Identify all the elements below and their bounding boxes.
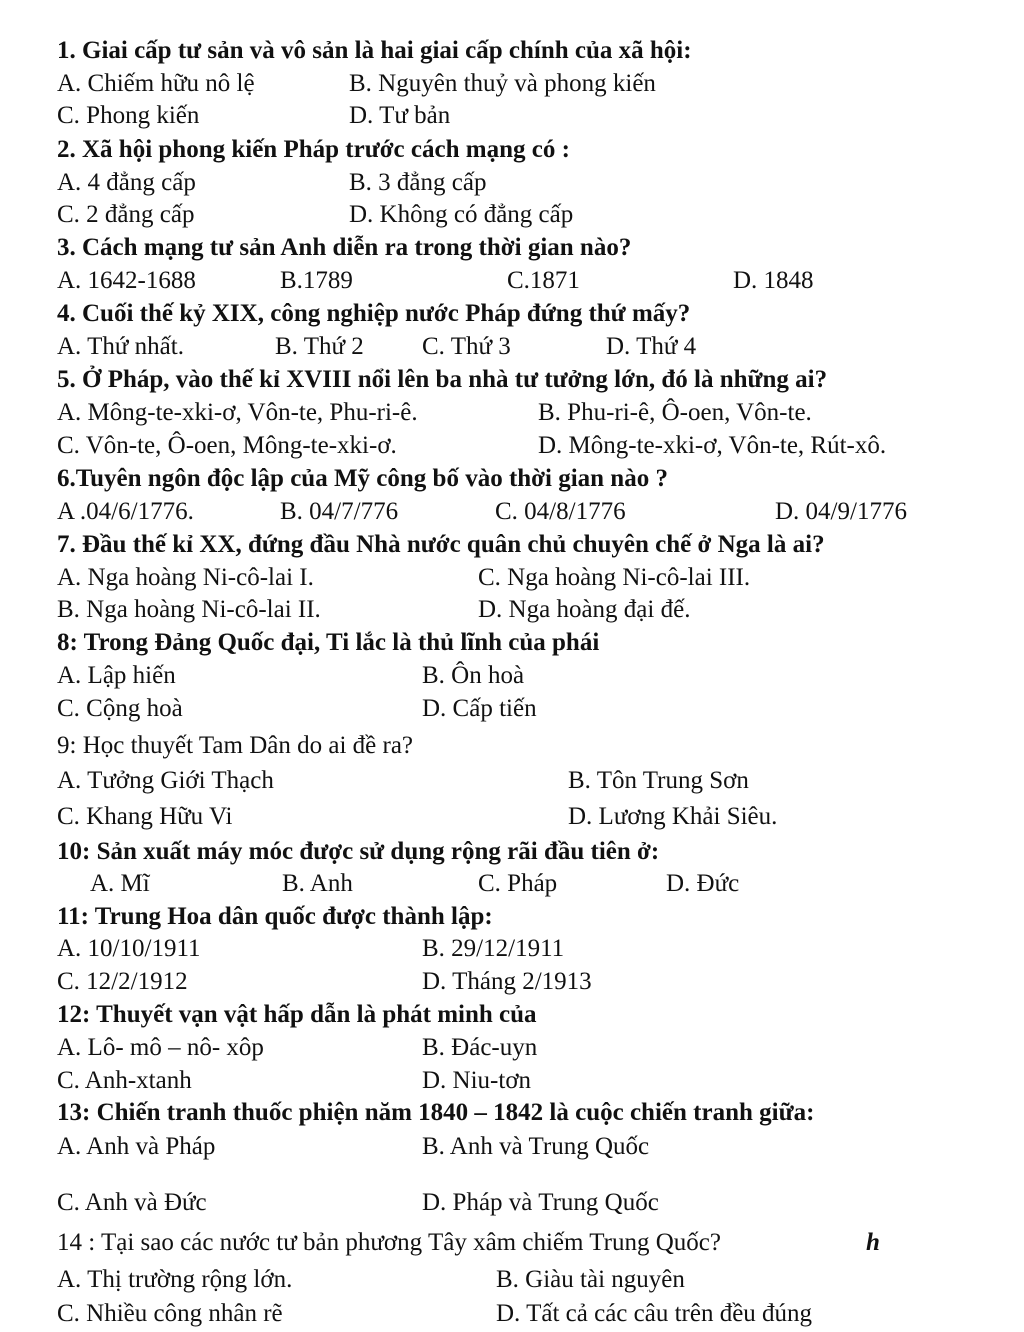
answer-row [0,965,1024,999]
question-5 [0,363,1024,397]
question-text: 7. Đầu thế kỉ XX, đứng đầu Nhà nước quân chủ chuyên chế ở Nga là ai? [57,531,825,558]
option-a: A. Mông-te-xki-ơ, Vôn-te, Phu-ri-ê. [57,399,418,426]
question-text: 3. Cách mạng tư sản Anh diễn ra trong thời gian nào? [57,234,632,261]
answer-row [0,659,1024,693]
option-c: C. Nhiều công nhân rẽ [57,1300,283,1327]
question-7 [0,528,1024,562]
option-d: D. Cấp tiến [422,695,537,722]
option-b: B.1789 [280,267,353,294]
question-10 [0,835,1024,869]
option-b: B. Nguyên thuỷ và phong kiến [349,70,656,97]
answer-row [0,67,1024,101]
option-b: B. 04/7/776 [280,498,399,525]
question-3 [0,231,1024,265]
answer-row [0,800,1024,834]
answer-row [0,1186,1024,1220]
answer-row [0,1130,1024,1164]
answer-row [0,1297,1024,1331]
option-b: B. Đác-uyn [422,1034,538,1061]
answer-row [0,198,1024,232]
question-text: 13: Chiến tranh thuốc phiện năm 1840 – 1842 là cuộc chiến tranh giữa: [57,1099,815,1126]
option-b: B. 29/12/1911 [422,935,565,962]
option-d: D. Pháp và Trung Quốc [422,1189,659,1216]
option-a: A. Chiếm hữu nô lệ [57,70,255,97]
option-c: C. Pháp [478,870,558,897]
question-12 [0,998,1024,1032]
question-11 [0,900,1024,934]
option-b: B. Anh [282,870,353,897]
answer-row [0,429,1024,463]
answer-row [0,932,1024,966]
option-b: B. Thứ 2 [275,333,364,360]
question-text: 2. Xã hội phong kiến Pháp trước cách mạng có : [57,136,570,163]
option-a: A .04/6/1776. [57,498,194,525]
option-a: A. 10/10/1911 [57,935,201,962]
option-b: B. Anh và Trung Quốc [422,1133,650,1160]
option-d: D. 04/9/1776 [775,498,907,525]
question-9 [0,729,1024,763]
answer-row [0,396,1024,430]
option-c: C. 04/8/1776 [495,498,626,525]
option-a: A. Mĩ [90,870,150,897]
option-a: A. Lô- mô – nô- xôp [57,1034,264,1061]
option-d: D. Mông-te-xki-ơ, Vôn-te, Rút-xô. [538,432,887,459]
answer-row [0,764,1024,798]
option-d: D. Tư bản [349,102,451,129]
option-a: A. 4 đẳng cấp [57,169,196,196]
option-a: A. Thị trường rộng lớn. [57,1266,293,1293]
answer-row [0,561,1024,595]
option-a: A. Anh và Pháp [57,1133,216,1160]
option-d: D. Nga hoàng đại đế. [478,596,691,623]
handwritten-mark: h [866,1229,880,1256]
question-6 [0,462,1024,496]
option-b: B. 3 đẳng cấp [349,169,487,196]
answer-row [0,1064,1024,1098]
question-2 [0,133,1024,167]
option-d: D. 1848 [733,267,814,294]
question-text: 12: Thuyết vạn vật hấp dẫn là phát minh của [57,1001,537,1028]
option-c: C. 12/2/1912 [57,968,188,995]
question-1 [0,34,1024,68]
option-a: A. Tưởng Giới Thạch [57,767,274,794]
question-text: 10: Sản xuất máy móc được sử dụng rộng rãi đầu tiên ở: [57,838,660,865]
option-b: B. Nga hoàng Ni-cô-lai II. [57,596,321,623]
option-c: C. Cộng hoà [57,695,183,722]
question-13 [0,1096,1024,1130]
question-text: 11: Trung Hoa dân quốc được thành lập: [57,903,493,930]
question-text: 9: Học thuyết Tam Dân do ai đề ra? [57,732,414,759]
answer-row [0,495,1024,529]
option-b: B. Giàu tài nguyên [496,1266,685,1293]
option-c: C. Phong kiến [57,102,200,129]
question-text: 5. Ở Pháp, vào thế kỉ XVIII nổi lên ba nhà tư tưởng lớn, đó là những ai? [57,366,828,393]
answer-row [0,1263,1024,1297]
question-8 [0,626,1024,660]
option-a: A. 1642-1688 [57,267,196,294]
option-d: D. Thứ 4 [606,333,697,360]
question-text: 4. Cuối thế kỷ XIX, công nghiệp nước Pháp đứng thứ mấy? [57,300,691,327]
option-d: D. Đức [666,870,740,897]
option-d: D. Tất cả các câu trên đều đúng [496,1300,813,1327]
option-c: C. Thứ 3 [422,333,511,360]
question-4 [0,297,1024,331]
option-c: C. Anh-xtanh [57,1067,192,1094]
option-a: A. Thứ nhất. [57,333,184,360]
answer-row [0,166,1024,200]
answer-row [0,593,1024,627]
option-c: C.1871 [507,267,580,294]
question-text: 6.Tuyên ngôn độc lập của Mỹ công bố vào thời gian nào ? [57,465,668,492]
option-d: D. Tháng 2/1913 [422,968,592,995]
option-c: C. Vôn-te, Ô-oen, Mông-te-xki-ơ. [57,432,397,459]
option-b: B. Tôn Trung Sơn [568,767,749,794]
option-a: A. Lập hiến [57,662,176,689]
option-c: C. Nga hoàng Ni-cô-lai III. [478,564,751,591]
answer-row [0,1031,1024,1065]
option-c: C. 2 đẳng cấp [57,201,195,228]
answer-row [0,99,1024,133]
option-b: B. Ôn hoà [422,662,525,689]
answer-row [0,867,1024,901]
option-c: C. Khang Hữu Vi [57,803,233,830]
option-b: B. Phu-ri-ê, Ô-oen, Vôn-te. [538,399,812,426]
question-text: 14 : Tại sao các nước tư bản phương Tây xâm chiếm Trung Quốc? [57,1229,721,1256]
option-c: C. Anh và Đức [57,1189,207,1216]
option-a: A. Nga hoàng Ni-cô-lai I. [57,564,314,591]
option-d: D. Niu-tơn [422,1067,532,1094]
option-d: D. Lương Khải Siêu. [568,803,778,830]
question-text: 1. Giai cấp tư sản và vô sản là hai giai cấp chính của xã hội: [57,37,692,64]
question-14 [0,1226,1024,1260]
answer-row [0,692,1024,726]
question-text: 8: Trong Đảng Quốc đại, Ti lắc là thủ lĩnh của phái [57,629,600,656]
answer-row [0,264,1024,298]
option-d: D. Không có đẳng cấp [349,201,574,228]
answer-row [0,330,1024,364]
